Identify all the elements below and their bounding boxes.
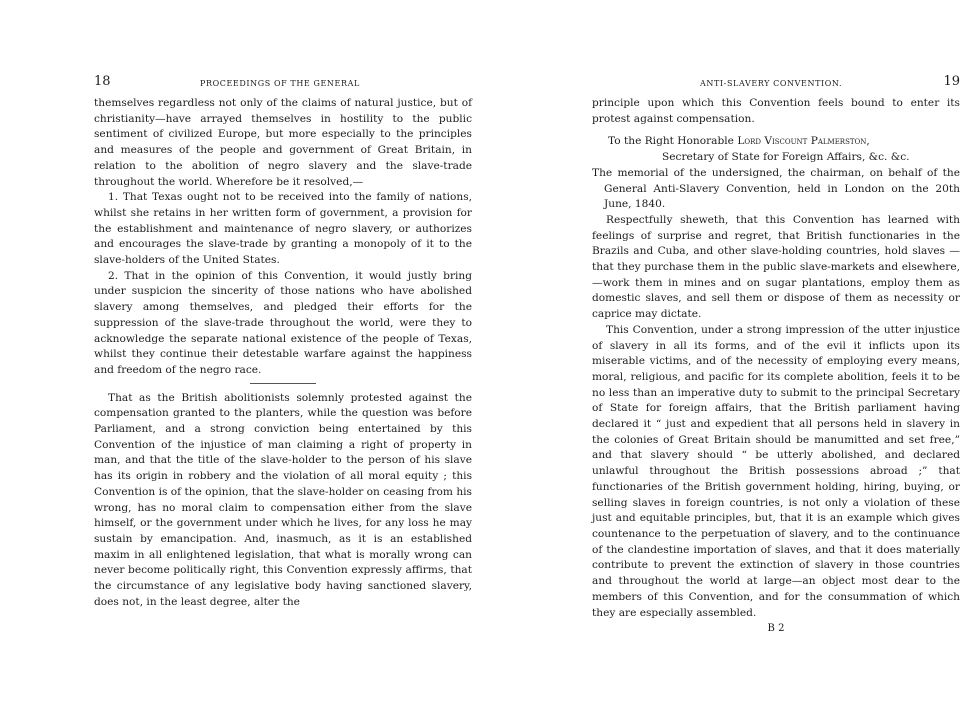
right-opening-paragraph: principle upon which this Convention feels bound to enter its protest against compensation. <box>592 97 960 125</box>
section-divider <box>250 383 316 384</box>
left-page-body <box>94 96 472 611</box>
address-line <box>592 134 960 150</box>
right-running-head <box>592 74 960 96</box>
right-running-title: ANTI-SLAVERY CONVENTION. <box>700 79 843 88</box>
address-to: To the Right Honorable <box>608 135 734 148</box>
left-paragraph: themselves regardless not only of the claims of natural justice, but of christianity—have arrayed themselves in hostility to the public sentiment of civilized Europe, but more especially to the principles and measures of the people and government of Great Britain, in relation to the abolition of negro slavery and the slave-trade throughout the world. Wherefore be it resolved,— <box>94 97 472 188</box>
left-running-title: PROCEEDINGS OF THE GENERAL <box>200 79 360 88</box>
right-page <box>592 74 960 634</box>
right-paragraph: This Convention, under a strong impression of the utter injustice of slavery in all its forms, and of the evil it inflicts upon its miserable victims, and of the necessity of employing every means, moral, religious, and pacific for its complete abolition, feels it to be no less than an imperative duty to submit to the principal Secretary of State for foreign affairs, that the British parliament having declared it “ just and expedient that all persons held in slavery in the colonies of Great Britain should be manumitted and set free,” and that slavery should “ be utterly abolished, and declared unlawful throughout the British possessions abroad ;” that functionaries of the British government holding, hiring, buying, or selling slaves in foreign countries, is not only a violation of these just and equitable principles, but, that it is an example which gives countenance to the perpetuation of slavery, and to the continuance of the clandestine importation of slaves, and that it does materially contribute to prevent the extinction of slavery in those countries and throughout the world at large—an object most dear to the members of this Convention, and for the consummation of which they are especially assembled. <box>592 323 960 619</box>
memorial-address <box>592 134 960 165</box>
right-paragraph: Respectfully sheweth, that this Convention has learned with feelings of surprise and regret, that British functionaries in the Brazils and Cuba, and other slave-holding countries, hold slaves —that they purchase them in the public slave-markets and elsewhere,—work them in mines and on sugar plantations, employ them as domestic slaves, and sell them or dispose of them as necessity or caprice may dictate. <box>592 213 960 321</box>
left-paragraph: 2. That in the opinion of this Convention, it would justly bring under suspicion the sincerity of those nations who have abolished slavery among themselves, and pledged their efforts for the suppression of the slave-trade throughout the world, were they to acknowledge the separate national existence of the people of Texas, whilst they continue their detestable warfare against the happiness and freedom of the negro race. <box>94 269 472 376</box>
left-page-number: 18 <box>94 74 111 89</box>
right-page-number: 19 <box>943 74 960 89</box>
memorial-line: The memorial of the undersigned, the chairman, on behalf of the General Anti-Slavery Convention, held in London on the 20th June, 1840. <box>592 166 960 211</box>
left-running-head <box>94 74 472 96</box>
signature-mark: B 2 <box>767 623 785 635</box>
left-paragraph: 1. That Texas ought not to be received into the family of nations, whilst she retains in her written form of government, a provision for the establishment and maintenance of negro slavery, or authorizes and encourages the slave-trade by granting a monopoly of it to the slave-holders of the United States. <box>94 191 472 267</box>
address-secretary: Secretary of State for Foreign Affairs, &c. &c. <box>662 151 910 164</box>
left-page <box>94 74 472 611</box>
right-page-body <box>592 96 960 634</box>
address-name: Lord Viscount Palmerston, <box>737 135 870 148</box>
left-paragraph: That as the British abolitionists solemnly protested against the compensation granted to the planters, while the question was before Parliament, and a strong conviction being entertained by this Convention of the injustice of man claiming a right of property in man, and that the title of the slave-holder to the person of his slave has its origin in robbery and the violation of all moral equity ; this Convention is of the opinion, that the slave-holder on ceasing from his wrong, has no moral claim to compensation either from the slave himself, or the government under which he lives, for any loss he may sustain by emancipation. And, inasmuch, as it is an established maxim in all enlightened legislation, that what is morally wrong can never become politically right, this Convention expressly affirms, that the circumstance of any legislative body having sanctioned slavery, does not, in the least degree, alter the <box>94 391 472 608</box>
